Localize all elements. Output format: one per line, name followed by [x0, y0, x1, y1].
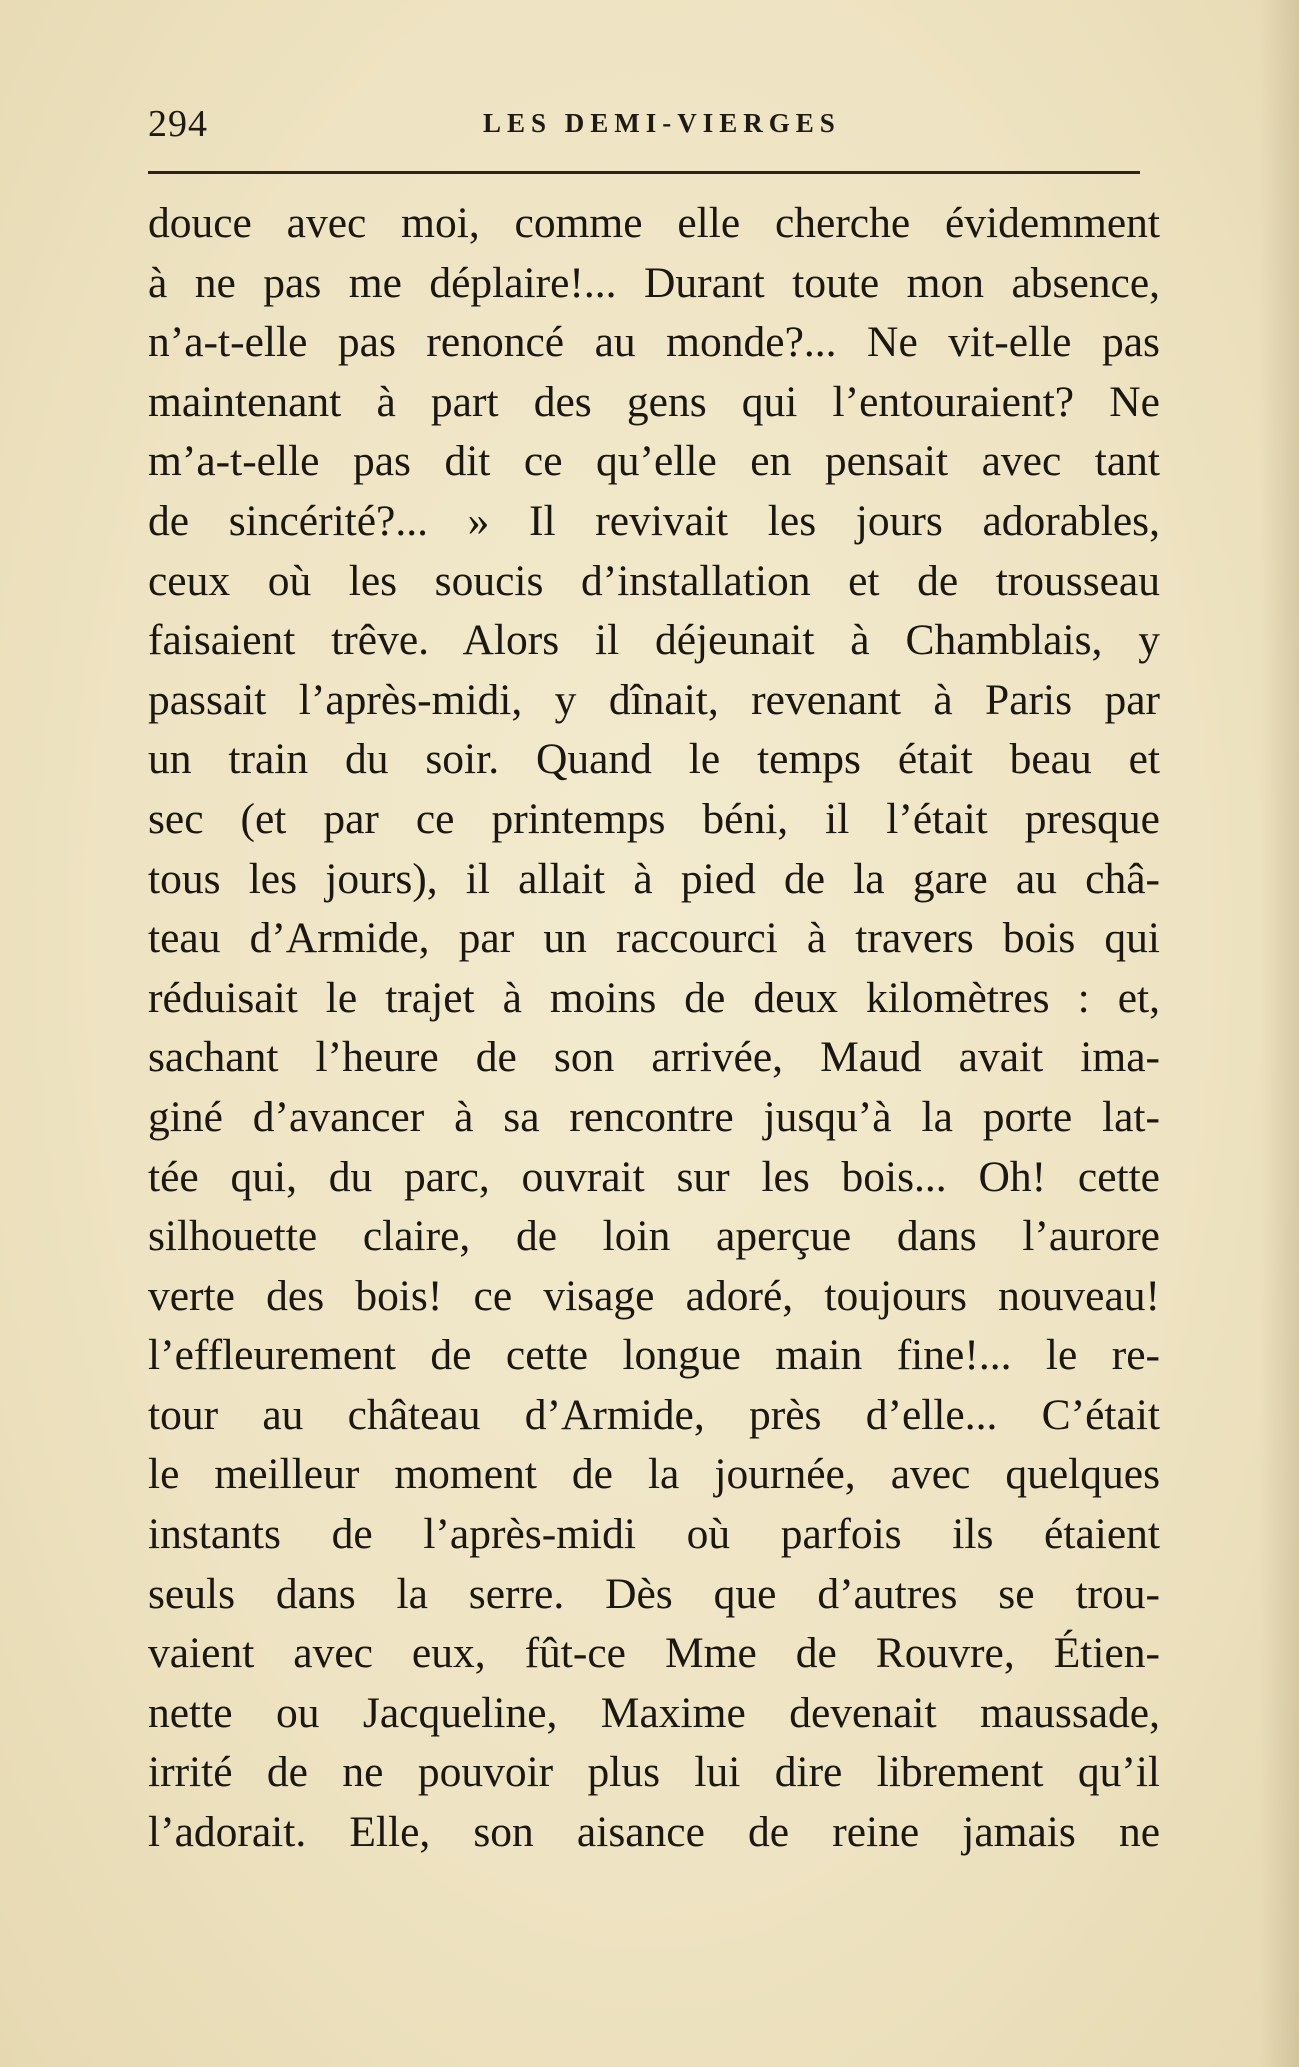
text-line: seuls dans la serre. Dès que d’autres se trou- [148, 1569, 1160, 1618]
text-line: le meilleur moment de la journée, avec quelques [148, 1450, 1160, 1499]
running-title: LES DEMI-VIERGES [483, 108, 841, 138]
text-line: sachant l’heure de son arrivée, Maud avait ima- [148, 1033, 1160, 1082]
text-line: instants de l’après-midi où parfois ils étaient [148, 1510, 1160, 1559]
text-line: verte des bois! ce visage adoré, toujours nouveau! [148, 1271, 1160, 1320]
page-edge-shadow [1259, 0, 1299, 2067]
text-line: tée qui, du parc, ouvrait sur les bois... Oh! cette [148, 1152, 1160, 1201]
page-number: 294 [148, 103, 208, 145]
text-line: de sincérité?... » Il revivait les jours adorables, [148, 496, 1160, 545]
text-line: irrité de ne pouvoir plus lui dire librement qu’il [148, 1748, 1160, 1797]
text-line: l’adorait. Elle, son aisance de reine jamais ne [148, 1808, 1160, 1857]
text-line: m’a-t-elle pas dit ce qu’elle en pensait avec tant [148, 437, 1160, 486]
text-line: réduisait le trajet à moins de deux kilomètres : et, [148, 973, 1160, 1022]
text-line: tous les jours), il allait à pied de la gare au châ- [148, 854, 1160, 903]
header-rule [148, 171, 1140, 174]
text-line: n’a-t-elle pas renoncé au monde?... Ne vit-elle pas [148, 318, 1160, 367]
text-line: ceux où les soucis d’installation et de trousseau [148, 556, 1160, 605]
text-line: maintenant à part des gens qui l’entouraient? Ne [148, 377, 1160, 426]
text-line: tour au château d’Armide, près d’elle... C’était [148, 1390, 1160, 1439]
page-header [148, 96, 1140, 156]
text-line: douce avec moi, comme elle cherche évidemment [148, 199, 1160, 247]
text-line: passait l’après-midi, y dînait, revenant à Paris par [148, 675, 1160, 724]
text-line: sec (et par ce printemps béni, il l’était presque [148, 794, 1160, 843]
text-line: giné d’avancer à sa rencontre jusqu’à la porte lat- [148, 1092, 1160, 1141]
text-line: teau d’Armide, par un raccourci à travers bois qui [148, 914, 1160, 963]
text-line: à ne pas me déplaire!... Durant toute mon absence, [148, 258, 1160, 307]
text-line: silhouette claire, de loin aperçue dans l’aurore [148, 1212, 1160, 1261]
body-text [148, 194, 1160, 1863]
text-line: nette ou Jacqueline, Maxime devenait maussade, [148, 1688, 1160, 1737]
text-line: vaient avec eux, fût-ce Mme de Rouvre, Étien- [148, 1629, 1160, 1678]
text-line: faisaient trêve. Alors il déjeunait à Chamblais, y [148, 616, 1160, 665]
text-line: l’effleurement de cette longue main fine!... le re- [148, 1331, 1160, 1380]
text-line: un train du soir. Quand le temps était beau et [148, 735, 1160, 784]
